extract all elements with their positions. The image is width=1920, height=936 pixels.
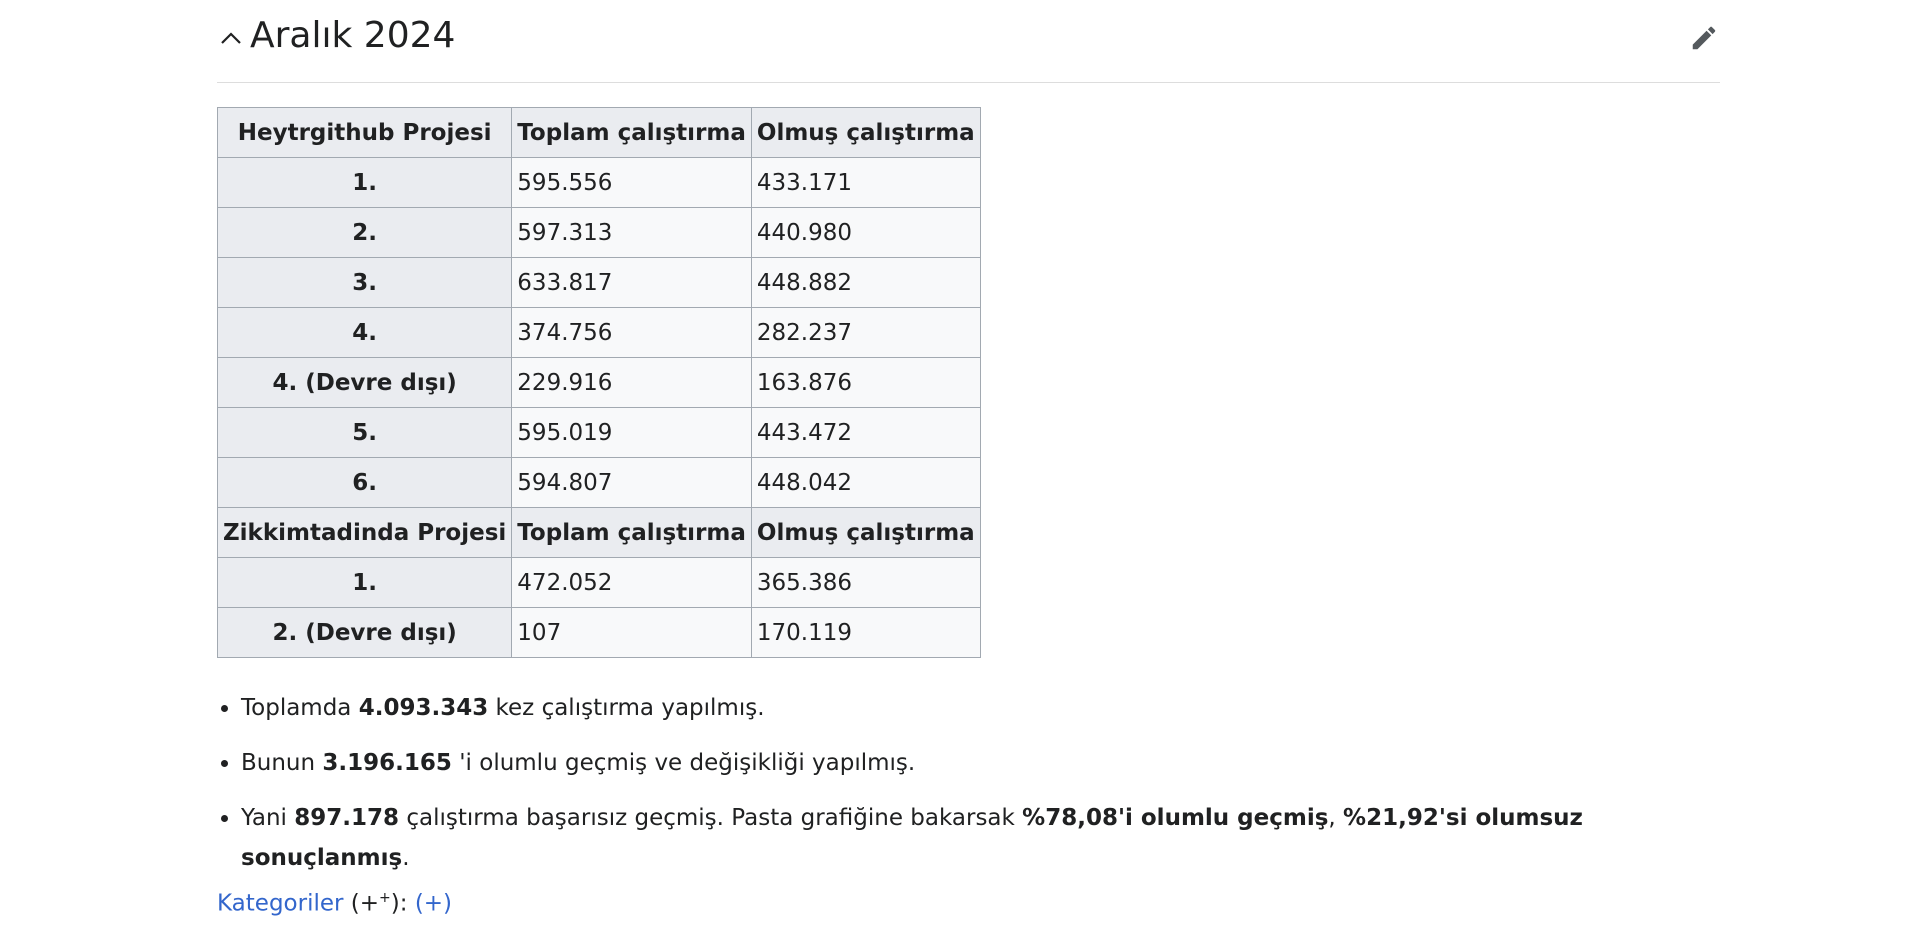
- section-title: Aralık 2024: [250, 15, 456, 56]
- add-category-link[interactable]: (+): [414, 890, 453, 917]
- row-header-cell: 4. (Devre dışı): [218, 358, 512, 408]
- category-sup: +: [379, 890, 391, 906]
- table-row: [218, 258, 981, 308]
- total-runs-cell: 472.052: [512, 558, 752, 608]
- table-body: [218, 108, 981, 658]
- column-header: Toplam çalıştırma: [512, 108, 752, 158]
- bullet-text: .: [402, 845, 410, 871]
- row-header-cell: 3.: [218, 258, 512, 308]
- table-row: [218, 458, 981, 508]
- successful-runs-cell: 163.876: [751, 358, 980, 408]
- section-header: [217, 0, 1720, 83]
- chevron-up-icon[interactable]: [217, 26, 245, 50]
- successful-runs-cell: 170.119: [751, 608, 980, 658]
- total-runs-cell: 107: [512, 608, 752, 658]
- column-header: Olmuş çalıştırma: [751, 508, 980, 558]
- successful-runs-cell: 282.237: [751, 308, 980, 358]
- successful-runs-value: 3.196.165: [322, 750, 452, 776]
- bullet-text: ,: [1328, 805, 1344, 831]
- column-header: Olmuş çalıştırma: [751, 108, 980, 158]
- total-runs-cell: 633.817: [512, 258, 752, 308]
- total-runs-cell: 594.807: [512, 458, 752, 508]
- list-item: [241, 688, 1601, 728]
- table-row: [218, 608, 981, 658]
- total-runs-cell: 597.313: [512, 208, 752, 258]
- successful-runs-cell: 440.980: [751, 208, 980, 258]
- table-row: [218, 408, 981, 458]
- table-header-row: [218, 108, 981, 158]
- successful-runs-cell: 448.042: [751, 458, 980, 508]
- row-header-cell: 1.: [218, 158, 512, 208]
- total-runs-value: 4.093.343: [358, 695, 489, 721]
- successful-runs-cell: 433.171: [751, 158, 980, 208]
- successful-runs-cell: 448.882: [751, 258, 980, 308]
- successful-runs-cell: 443.472: [751, 408, 980, 458]
- table-row: [218, 308, 981, 358]
- row-header-cell: 2. (Devre dışı): [218, 608, 512, 658]
- column-header: Heytrgithub Projesi: [218, 108, 512, 158]
- categories-link[interactable]: Kategoriler: [217, 890, 344, 917]
- total-runs-cell: 374.756: [512, 308, 752, 358]
- edit-section-button[interactable]: [1688, 22, 1720, 54]
- list-item: [241, 798, 1601, 878]
- table-header-row: [218, 508, 981, 558]
- bullet-text: Bunun: [241, 750, 323, 776]
- success-percentage: %78,08'i olumlu geçmiş: [1022, 805, 1329, 831]
- row-header-cell: 5.: [218, 408, 512, 458]
- list-item: [241, 743, 1601, 783]
- bullet-text: Yani: [241, 805, 295, 831]
- table-row: [218, 208, 981, 258]
- row-header-cell: 2.: [218, 208, 512, 258]
- row-header-cell: 1.: [218, 558, 512, 608]
- bullet-text: Toplamda: [241, 695, 359, 721]
- table-row: [218, 158, 981, 208]
- total-runs-cell: 229.916: [512, 358, 752, 408]
- row-header-cell: 6.: [218, 458, 512, 508]
- row-header-cell: 4.: [218, 308, 512, 358]
- bullet-text: kez çalıştırma yapılmış.: [488, 695, 765, 721]
- bullet-text: 'i olumlu geçmiş ve değişikliği yapılmış.: [451, 750, 916, 776]
- category-paren: ):: [390, 890, 415, 917]
- pencil-icon: [1689, 23, 1719, 53]
- summary-list: [217, 688, 1601, 878]
- table-row: [218, 358, 981, 408]
- column-header: Toplam çalıştırma: [512, 508, 752, 558]
- total-runs-cell: 595.556: [512, 158, 752, 208]
- failed-runs-value: 897.178: [294, 805, 400, 831]
- column-header: Zikkimtadinda Projesi: [218, 508, 512, 558]
- category-links: [217, 878, 452, 924]
- main-content: [217, 0, 1720, 917]
- statistics-table: [217, 107, 981, 658]
- total-runs-cell: 595.019: [512, 408, 752, 458]
- successful-runs-cell: 365.386: [751, 558, 980, 608]
- table-row: [218, 558, 981, 608]
- category-paren: (+: [343, 890, 380, 917]
- bullet-text: çalıştırma başarısız geçmiş. Pasta grafiğine bakarsak: [399, 805, 1023, 831]
- failure-percentage: %21,92'si olumsuz sonuçlanmış: [241, 805, 1583, 871]
